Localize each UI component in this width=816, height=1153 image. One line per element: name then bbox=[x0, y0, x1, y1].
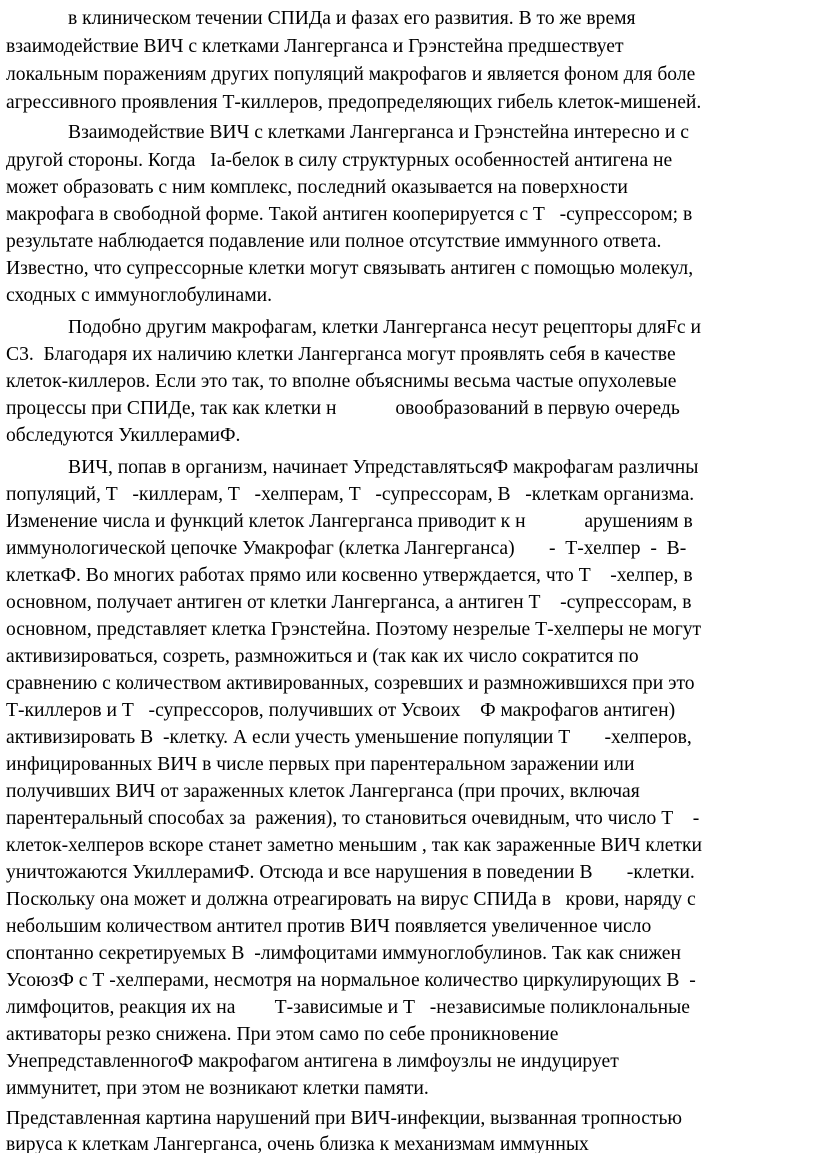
text-line: Поскольку она может и должна отреагировать на вирус СПИДа в крови, наряду с bbox=[6, 889, 696, 910]
text-line: сравнению с количеством активированных, созревших и размножившихся при это bbox=[6, 673, 695, 694]
text-line: активизировать В -клетку. А если учесть уменьшение популяции Т -хелперов, bbox=[6, 727, 692, 748]
text-line: Изменение числа и функций клеток Лангерганса приводит к н арушениям в bbox=[6, 511, 693, 532]
text-line: может образовать с ним комплекс, последний оказывается на поверхности bbox=[6, 177, 628, 198]
text-line: иммунологической цепочке Умакрофаг (клетка Лангерганса) - Т-хелпер - В- bbox=[6, 538, 687, 559]
text-line: УсоюзФ с Т -хелперами, несмотря на нормальное количество циркулирующих В - bbox=[6, 970, 696, 991]
text-line: процессы при СПИДе, так как клетки н овообразований в первую очередь bbox=[6, 398, 680, 419]
text-line: основном, представляет клетка Грэнстейна. Поэтому незрелые Т-хелперы не могут bbox=[6, 619, 702, 640]
text-line: C3. Благодаря их наличию клетки Лангерганса могут проявлять себя в качестве bbox=[6, 344, 676, 365]
text-line: макрофага в свободной форме. Такой антиген кооперируется с Т -супрессором; в bbox=[6, 204, 693, 225]
text-line: инфицированных ВИЧ в числе первых при парентеральном заражении или bbox=[6, 754, 635, 775]
text-line: обследуются УкиллерамиФ. bbox=[6, 425, 241, 446]
text-line: Известно, что супрессорные клетки могут связывать антиген с помощью молекул, bbox=[6, 258, 694, 279]
text-line: активаторы резко снижена. При этом само по себе проникновение bbox=[6, 1024, 559, 1045]
text-line: в клиническом течении СПИДа и фазах его развития. В то же время bbox=[68, 8, 636, 29]
text-line: Представленная картина нарушений при ВИЧ-инфекции, вызванная тропностью bbox=[6, 1108, 683, 1129]
text-line: Т-киллеров и Т -супрессоров, получивших от Усвоих Ф макрофагов антиген) bbox=[6, 700, 676, 721]
text-line: другой стороны. Когда Ia-белок в силу структурных особенностей антигена не bbox=[6, 150, 673, 171]
text-line: иммунитет, при этом не возникают клетки памяти. bbox=[6, 1078, 429, 1099]
text-line: активизироваться, созреть, размножиться и (так как их число сократится по bbox=[6, 646, 639, 667]
text-line: небольшим количеством антител против ВИЧ появляется увеличенное число bbox=[6, 916, 652, 937]
text-line: получивших ВИЧ от зараженных клеток Лангерганса (при прочих, включая bbox=[6, 781, 640, 802]
text-line: сходных с иммуноглобулинами. bbox=[6, 285, 272, 306]
text-line: спонтанно секретируемых В -лимфоцитами иммуноглобулинов. Так как снижен bbox=[6, 943, 681, 964]
text-line: агрессивного проявления Т-киллеров, предопределяющих гибель клеток-мишеней. bbox=[6, 92, 702, 113]
text-line: Подобно другим макрофагам, клетки Лангерганса несут рецепторы дляFc и bbox=[68, 317, 701, 338]
text-line: взаимодействие ВИЧ с клетками Лангерганса и Грэнстейна предшествует bbox=[6, 36, 624, 57]
text-line: уничтожаются УкиллерамиФ. Отсюда и все нарушения в поведении В -клетки. bbox=[6, 862, 695, 883]
text-line: основном, получает антиген от клетки Лангерганса, а антиген Т -супрессорам, в bbox=[6, 592, 692, 613]
text-line: лимфоцитов, реакция их на Т-зависимые и Т -независимые поликлональные bbox=[6, 997, 690, 1018]
text-line: популяций, Т -киллерам, Т -хелперам, Т -супрессорам, В -клеткам организма. bbox=[6, 484, 695, 505]
text-line: клеток-хелперов вскоре станет заметно меньшим , так как зараженные ВИЧ клетки bbox=[6, 835, 702, 856]
text-line: локальным поражениям других популяций макрофагов и является фоном для боле bbox=[6, 64, 696, 85]
text-line: парентеральный способах за ражения), то становиться очевидным, что число Т - bbox=[6, 808, 700, 829]
text-line: УнепредставленногоФ макрофагом антигена в лимфоузлы не индуцирует bbox=[6, 1051, 619, 1072]
text-line: клеток-киллеров. Если это так, то вполне объяснимы весьма частые опухолевые bbox=[6, 371, 677, 392]
text-line: результате наблюдается подавление или полное отсутствие иммунного ответа. bbox=[6, 231, 662, 252]
text-line: клеткаФ. Во многих работах прямо или косвенно утверждается, что Т -хелпер, в bbox=[6, 565, 693, 586]
text-line: Взаимодействие ВИЧ с клетками Лангерганса и Грэнстейна интересно и с bbox=[68, 122, 689, 143]
text-line: вируса к клеткам Лангерганса, очень близка к механизмам иммунных bbox=[6, 1134, 589, 1153]
text-line: ВИЧ, попав в организм, начинает УпредставлятьсяФ макрофагам различны bbox=[68, 457, 699, 478]
